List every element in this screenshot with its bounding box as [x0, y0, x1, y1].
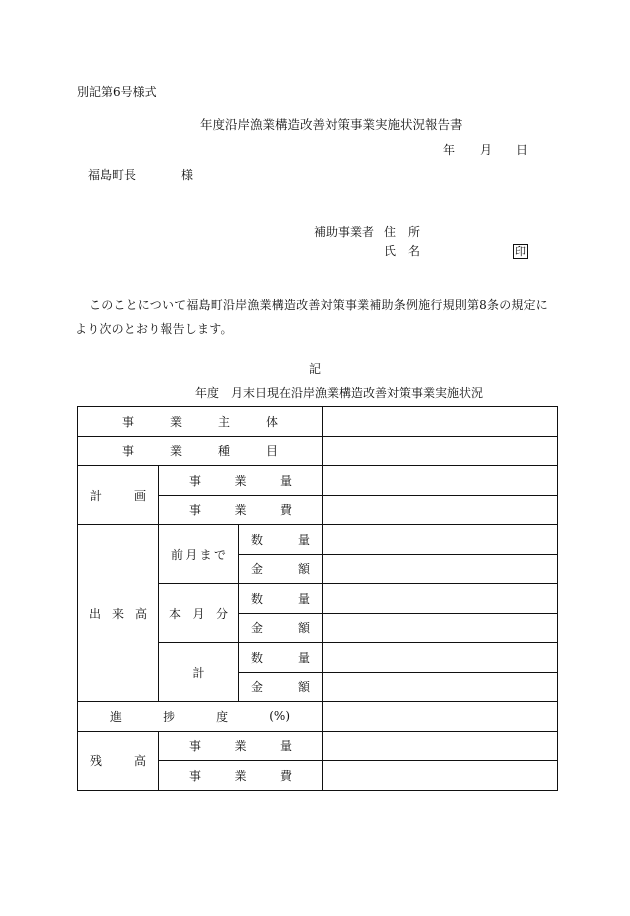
label-dekidaka: 出 来 高	[78, 525, 159, 702]
value-cell[interactable]	[323, 584, 558, 614]
report-table	[77, 406, 558, 791]
value-cell[interactable]	[323, 643, 558, 673]
date-day: 日	[516, 143, 529, 157]
addressee-name: 福島町長	[88, 168, 137, 182]
value-cell[interactable]	[323, 761, 558, 791]
table-row	[78, 525, 558, 555]
value-cell[interactable]	[323, 495, 558, 525]
label-jigyo-shumoku: 事 業 種 目	[78, 436, 323, 466]
table-row	[78, 702, 558, 732]
label-suryo: 数 量	[239, 584, 323, 614]
value-cell[interactable]	[323, 731, 558, 761]
label-zengetsu-made: 前 月 ま で	[159, 525, 239, 584]
value-cell[interactable]	[323, 466, 558, 496]
document-title: 年度沿岸漁業構造改善対策事業実施状況報告書	[200, 117, 463, 132]
label-jigyo-ryo: 事 業 量	[159, 731, 323, 761]
table-row	[78, 436, 558, 466]
applicant-label: 補助事業者	[314, 225, 375, 239]
label-kingaku: 金 額	[239, 554, 323, 584]
addressee-honorific: 様	[181, 168, 194, 182]
table-row	[78, 466, 558, 496]
date-year: 年	[443, 143, 456, 157]
value-cell[interactable]	[323, 525, 558, 555]
value-cell[interactable]	[323, 407, 558, 437]
table-row	[78, 731, 558, 761]
value-cell[interactable]	[323, 436, 558, 466]
label-shinchoku: 進 捗 度 (%)	[78, 702, 323, 732]
seal-mark: 印	[515, 245, 526, 258]
value-cell[interactable]	[323, 613, 558, 643]
label-zandaka: 残 高	[78, 731, 159, 790]
label-jigyo-shutai: 事 業 主 体	[78, 407, 323, 437]
value-cell[interactable]	[323, 554, 558, 584]
label-suryo: 数 量	[239, 643, 323, 673]
label-jigyo-ryo: 事 業 量	[159, 466, 323, 496]
form-number: 別記第6号様式	[77, 85, 157, 99]
value-cell[interactable]	[323, 672, 558, 702]
label-kingaku: 金 額	[239, 672, 323, 702]
label-kingaku: 金 額	[239, 613, 323, 643]
ki-heading: 記	[309, 362, 322, 376]
date-month: 月	[480, 143, 493, 157]
report-body-text: このことについて福島町沿岸漁業構造改善対策事業補助条例施行規則第8条の規定により次のとおり報告します。	[75, 298, 548, 336]
value-cell[interactable]	[323, 702, 558, 732]
label-jigyo-hi: 事 業 費	[159, 761, 323, 791]
label-kei: 計	[159, 643, 239, 702]
table-title: 年度 月末日現在沿岸漁業構造改善対策事業実施状況	[195, 386, 484, 400]
label-keikaku: 計 画	[78, 466, 159, 525]
label-hongetsu-bun: 本 月 分	[159, 584, 239, 643]
label-jigyo-hi: 事 業 費	[159, 495, 323, 525]
address-label: 住 所	[384, 225, 420, 239]
name-label: 氏 名	[384, 244, 420, 258]
label-suryo: 数 量	[239, 525, 323, 555]
table-row	[78, 407, 558, 437]
